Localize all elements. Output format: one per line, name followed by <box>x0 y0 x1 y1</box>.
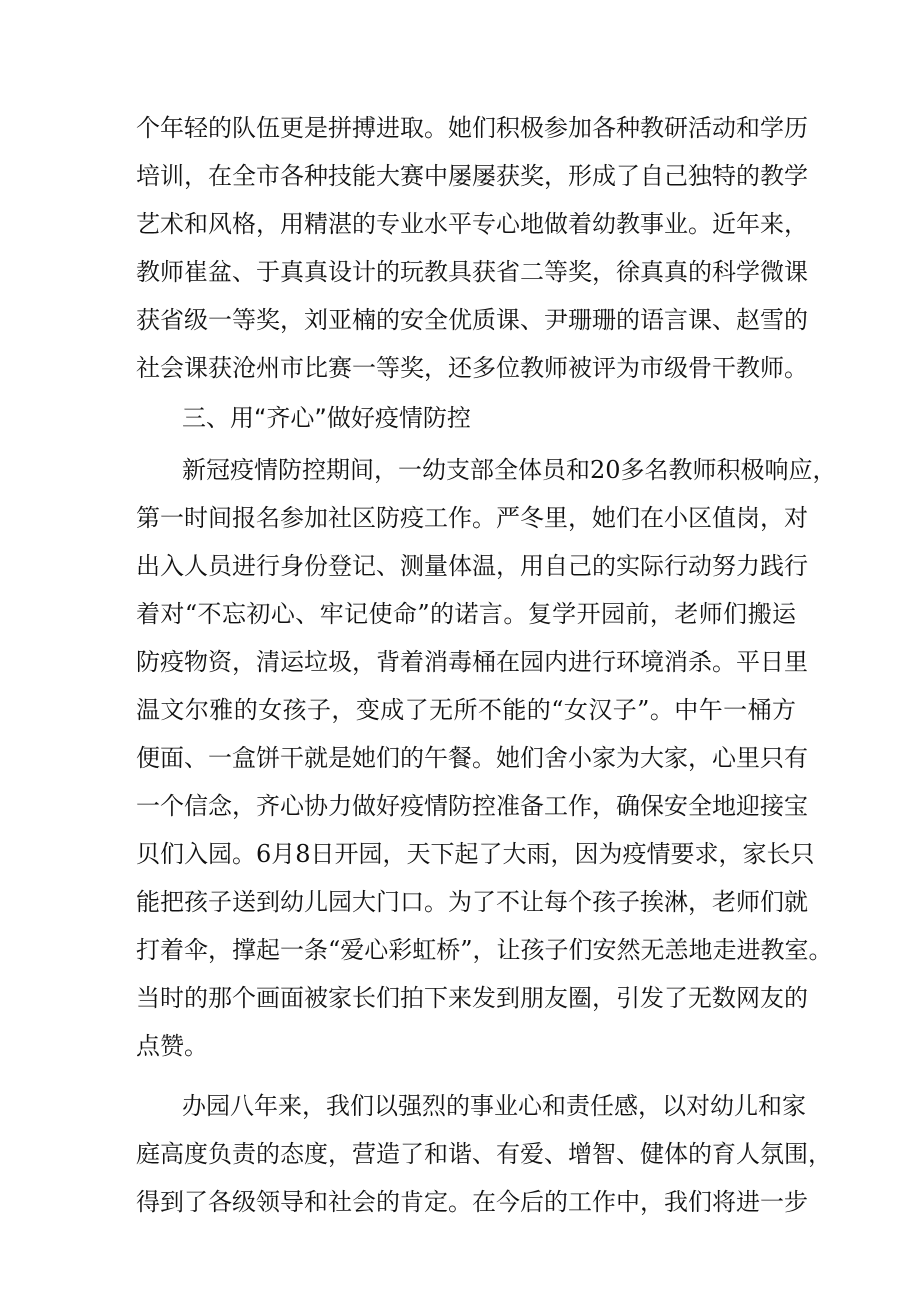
paragraph-line: 点赞。 <box>136 1032 208 1060</box>
paragraph-line: 新冠疫情防控期间，一幼支部全体员和20多名教师积极响应， <box>182 456 837 484</box>
paragraph-line: 个年轻的队伍更是拼搏进取。她们积极参加各种教研活动和学历 <box>136 114 808 142</box>
paragraph-line: 出入人员进行身份登记、测量体温，用自己的实际行动努力践行 <box>136 552 808 580</box>
paragraph-line: 防疫物资，清运垃圾，背着消毒桶在园内进行环境消杀。平日里 <box>136 648 808 676</box>
paragraph-line: 得到了各级领导和社会的肯定。在今后的工作中，我们将进一步 <box>136 1188 808 1216</box>
paragraph-line: 庭高度负责的态度，营造了和谐、有爱、增智、健体的育人氛围， <box>136 1140 832 1168</box>
paragraph-line: 贝们入园。6月8日开园，天下起了大雨，因为疫情要求，家长只 <box>136 840 815 868</box>
section-heading: 三、用“齐心”做好疫情防控 <box>182 404 471 432</box>
paragraph-line: 能把孩子送到幼儿园大门口。为了不让每个孩子挨淋，老师们就 <box>136 888 808 916</box>
paragraph-line: 第一时间报名参加社区防疫工作。严冬里，她们在小区值岗，对 <box>136 504 808 532</box>
paragraph-line: 办园八年来，我们以强烈的事业心和责任感，以对幼儿和家 <box>182 1092 806 1120</box>
paragraph-line: 一个信念，齐心协力做好疫情防控准备工作，确保安全地迎接宝 <box>136 792 808 820</box>
paragraph-line: 当时的那个画面被家长们拍下来发到朋友圈，引发了无数网友的 <box>136 984 808 1012</box>
paragraph-line: 打着伞，撑起一条“爱心彩虹桥”，让孩子们安然无恙地走进教室。 <box>136 936 833 964</box>
paragraph-line: 便面、一盒饼干就是她们的午餐。她们舍小家为大家，心里只有 <box>136 744 808 772</box>
paragraph-line: 教师崔盆、于真真设计的玩教具获省二等奖，徐真真的科学微课 <box>136 258 808 286</box>
paragraph-line: 社会课获沧州市比赛一等奖，还多位教师被评为市级骨干教师。 <box>136 354 808 382</box>
paragraph-line: 着对“不忘初心、牢记使命”的诺言。复学开园前，老师们搬运 <box>136 600 796 628</box>
paragraph-line: 培训，在全市各种技能大赛中屡屡获奖，形成了自己独特的教学 <box>136 162 808 190</box>
paragraph-line: 获省级一等奖，刘亚楠的安全优质课、尹珊珊的语言课、赵雪的 <box>136 306 808 334</box>
paragraph-line: 温文尔雅的女孩子，变成了无所不能的“女汉子”。中午一桶方 <box>136 696 796 724</box>
paragraph-line: 艺术和风格，用精湛的专业水平专心地做着幼教事业。近年来， <box>136 210 808 238</box>
